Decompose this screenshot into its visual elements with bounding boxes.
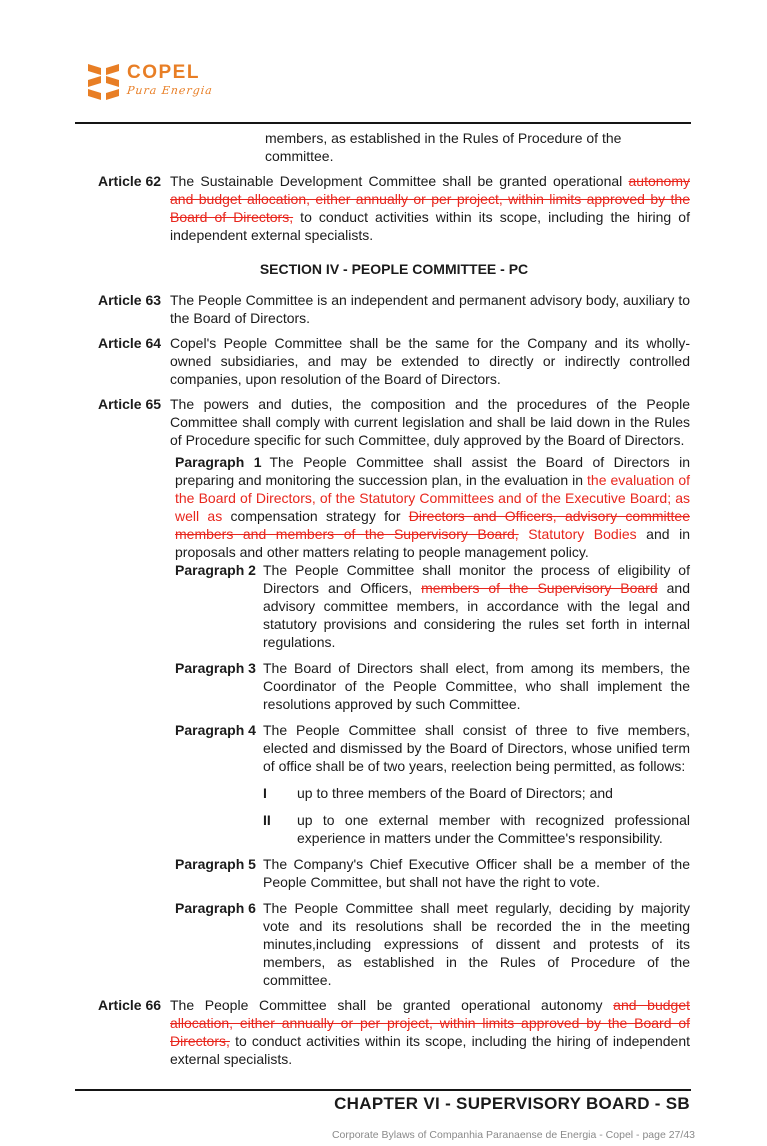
paragraph-block xyxy=(175,899,690,989)
document-page xyxy=(0,62,767,1146)
copel-logo-tagline: Pura Energia xyxy=(126,84,214,97)
article-label: Article 63 xyxy=(98,292,162,308)
text-run: and in proposals and other matters relating to people management policy. xyxy=(175,526,690,560)
text-run: compensation strategy for xyxy=(230,508,409,524)
text-run: The People Committee shall assist the Board of Directors in preparing and monitoring the succession plan, in the evaluation in xyxy=(175,454,690,488)
text-run: members, as established in the Rules of Procedure of the committee. xyxy=(265,130,622,164)
paragraph-text xyxy=(263,855,690,891)
article-text xyxy=(170,172,690,244)
paragraph-label: Paragraph 6 xyxy=(175,900,256,916)
text-run: Directors and Officers, advisory committee members and members of the Supervisory Board, xyxy=(175,508,690,542)
text-run: up to three members of the Board of Directors; and xyxy=(297,785,613,801)
text-run: The Company's Chief Executive Officer shall be a member of the People Committee, but shall not have the right to vote. xyxy=(263,856,690,890)
paragraph-block xyxy=(175,659,690,713)
text-run: The Sustainable Development Committee shall be granted operational xyxy=(170,173,629,189)
document-body xyxy=(98,129,690,1068)
paragraph-block xyxy=(175,721,690,775)
paragraph-text xyxy=(263,561,690,651)
text-run: The People Committee shall consist of three to five members, elected and dismissed by the Board of Directors, whose unified term of office shall be of two years, reelection being permitted, as follows: xyxy=(263,722,690,774)
chapter-heading: CHAPTER VI - SUPERVISORY BOARD - SB xyxy=(334,1094,690,1113)
paragraph-text xyxy=(263,659,690,713)
text-run: members of the Supervisory Board xyxy=(421,580,658,596)
article-label: Article 65 xyxy=(98,396,162,412)
article-text xyxy=(170,996,690,1068)
text-run: autonomy and budget allocation, either annually or per project, within limits approved by the Board of Directors, xyxy=(170,173,690,225)
page-footer: Corporate Bylaws of Companhia Paranaense de Energia - Copel - page 27/43 xyxy=(331,1129,695,1141)
paragraph-text xyxy=(263,899,690,989)
article-text xyxy=(170,334,690,388)
continuation-text xyxy=(265,129,690,165)
text-run: The People Committee shall monitor the process of eligibility of Directors and Officers, xyxy=(263,562,690,596)
article-block xyxy=(98,291,690,327)
article-label: Article 62 xyxy=(98,173,162,189)
footer-rule xyxy=(75,1089,691,1091)
article-label: Article 64 xyxy=(98,335,162,351)
article-label: Article 66 xyxy=(98,997,162,1013)
paragraph-label: Paragraph 1 xyxy=(175,454,262,470)
text-run: The powers and duties, the composition and the procedures of the People Committee shall comply with current legislation and shall be laid down in the Rules of Procedure specific for such Committee, duly approved by the Board of Directors. xyxy=(170,396,690,448)
article-block xyxy=(98,996,690,1068)
section-heading: SECTION IV - PEOPLE COMMITTEE - PC xyxy=(259,261,529,277)
article-block xyxy=(98,172,690,244)
text-run: up to one external member with recognized professional experience in matters under the Committee's responsibility. xyxy=(297,812,690,846)
item-text xyxy=(297,811,690,847)
text-run: The People Committee is an independent and permanent advisory body, auxiliary to the Board of Directors. xyxy=(170,292,690,326)
paragraph-block xyxy=(175,453,690,561)
article-text xyxy=(170,395,690,449)
item-label: I xyxy=(263,785,267,801)
copel-logo xyxy=(88,62,767,106)
paragraph-label: Paragraph 5 xyxy=(175,856,256,872)
text-run: The Board of Directors shall elect, from among its members, the Coordinator of the People Committee, who shall implement the resolutions approved by such Committee. xyxy=(263,660,690,712)
paragraph-block xyxy=(175,561,690,651)
paragraph-label: Paragraph 2 xyxy=(175,562,256,578)
paragraph-text xyxy=(263,721,690,775)
text-run: to conduct activities within its scope, including the hiring of independent external specialists. xyxy=(170,209,690,243)
item-label: II xyxy=(263,812,271,828)
article-block xyxy=(98,334,690,388)
paragraph-block xyxy=(175,855,690,891)
item-text xyxy=(297,784,690,802)
text-run: to conduct activities within its scope, including the hiring of independent external specialists. xyxy=(170,1033,690,1067)
article-text xyxy=(170,291,690,327)
copel-logo-icon xyxy=(88,64,119,100)
text-run: and budget allocation, either annually or per project, within limits approved by the Board of Directors, xyxy=(170,997,690,1049)
text-run: the evaluation of the Board of Directors, of the Statutory Committees and of the Executive Board; as well as xyxy=(175,472,690,524)
text-run: The People Committee shall meet regularly, deciding by majority vote and its resolutions shall be recorded the in the meeting minutes,including expressions of dissent and protests of its members, as established in the Rules of Procedure of the committee. xyxy=(263,900,690,988)
header-rule xyxy=(75,122,691,124)
article-block xyxy=(98,395,690,449)
copel-logo-text xyxy=(127,62,213,97)
text-run: Statutory Bodies xyxy=(518,526,637,542)
paragraph-label: Paragraph 4 xyxy=(175,722,256,738)
paragraph-label: Paragraph 3 xyxy=(175,660,256,676)
item-block xyxy=(263,811,690,847)
text-run: and advisory committee members, in accordance with the legal and statutory provisions and considering the rules set forth in internal regulations. xyxy=(263,580,690,650)
copel-logo-wordmark: COPEL xyxy=(127,62,200,83)
item-block xyxy=(263,784,690,802)
text-run: The People Committee shall be granted operational autonomy xyxy=(170,997,614,1013)
text-run: Copel's People Committee shall be the same for the Company and its wholly-owned subsidiaries, and may be extended to directly or indirectly controlled companies, upon resolution of the Board of Directors. xyxy=(170,335,690,387)
